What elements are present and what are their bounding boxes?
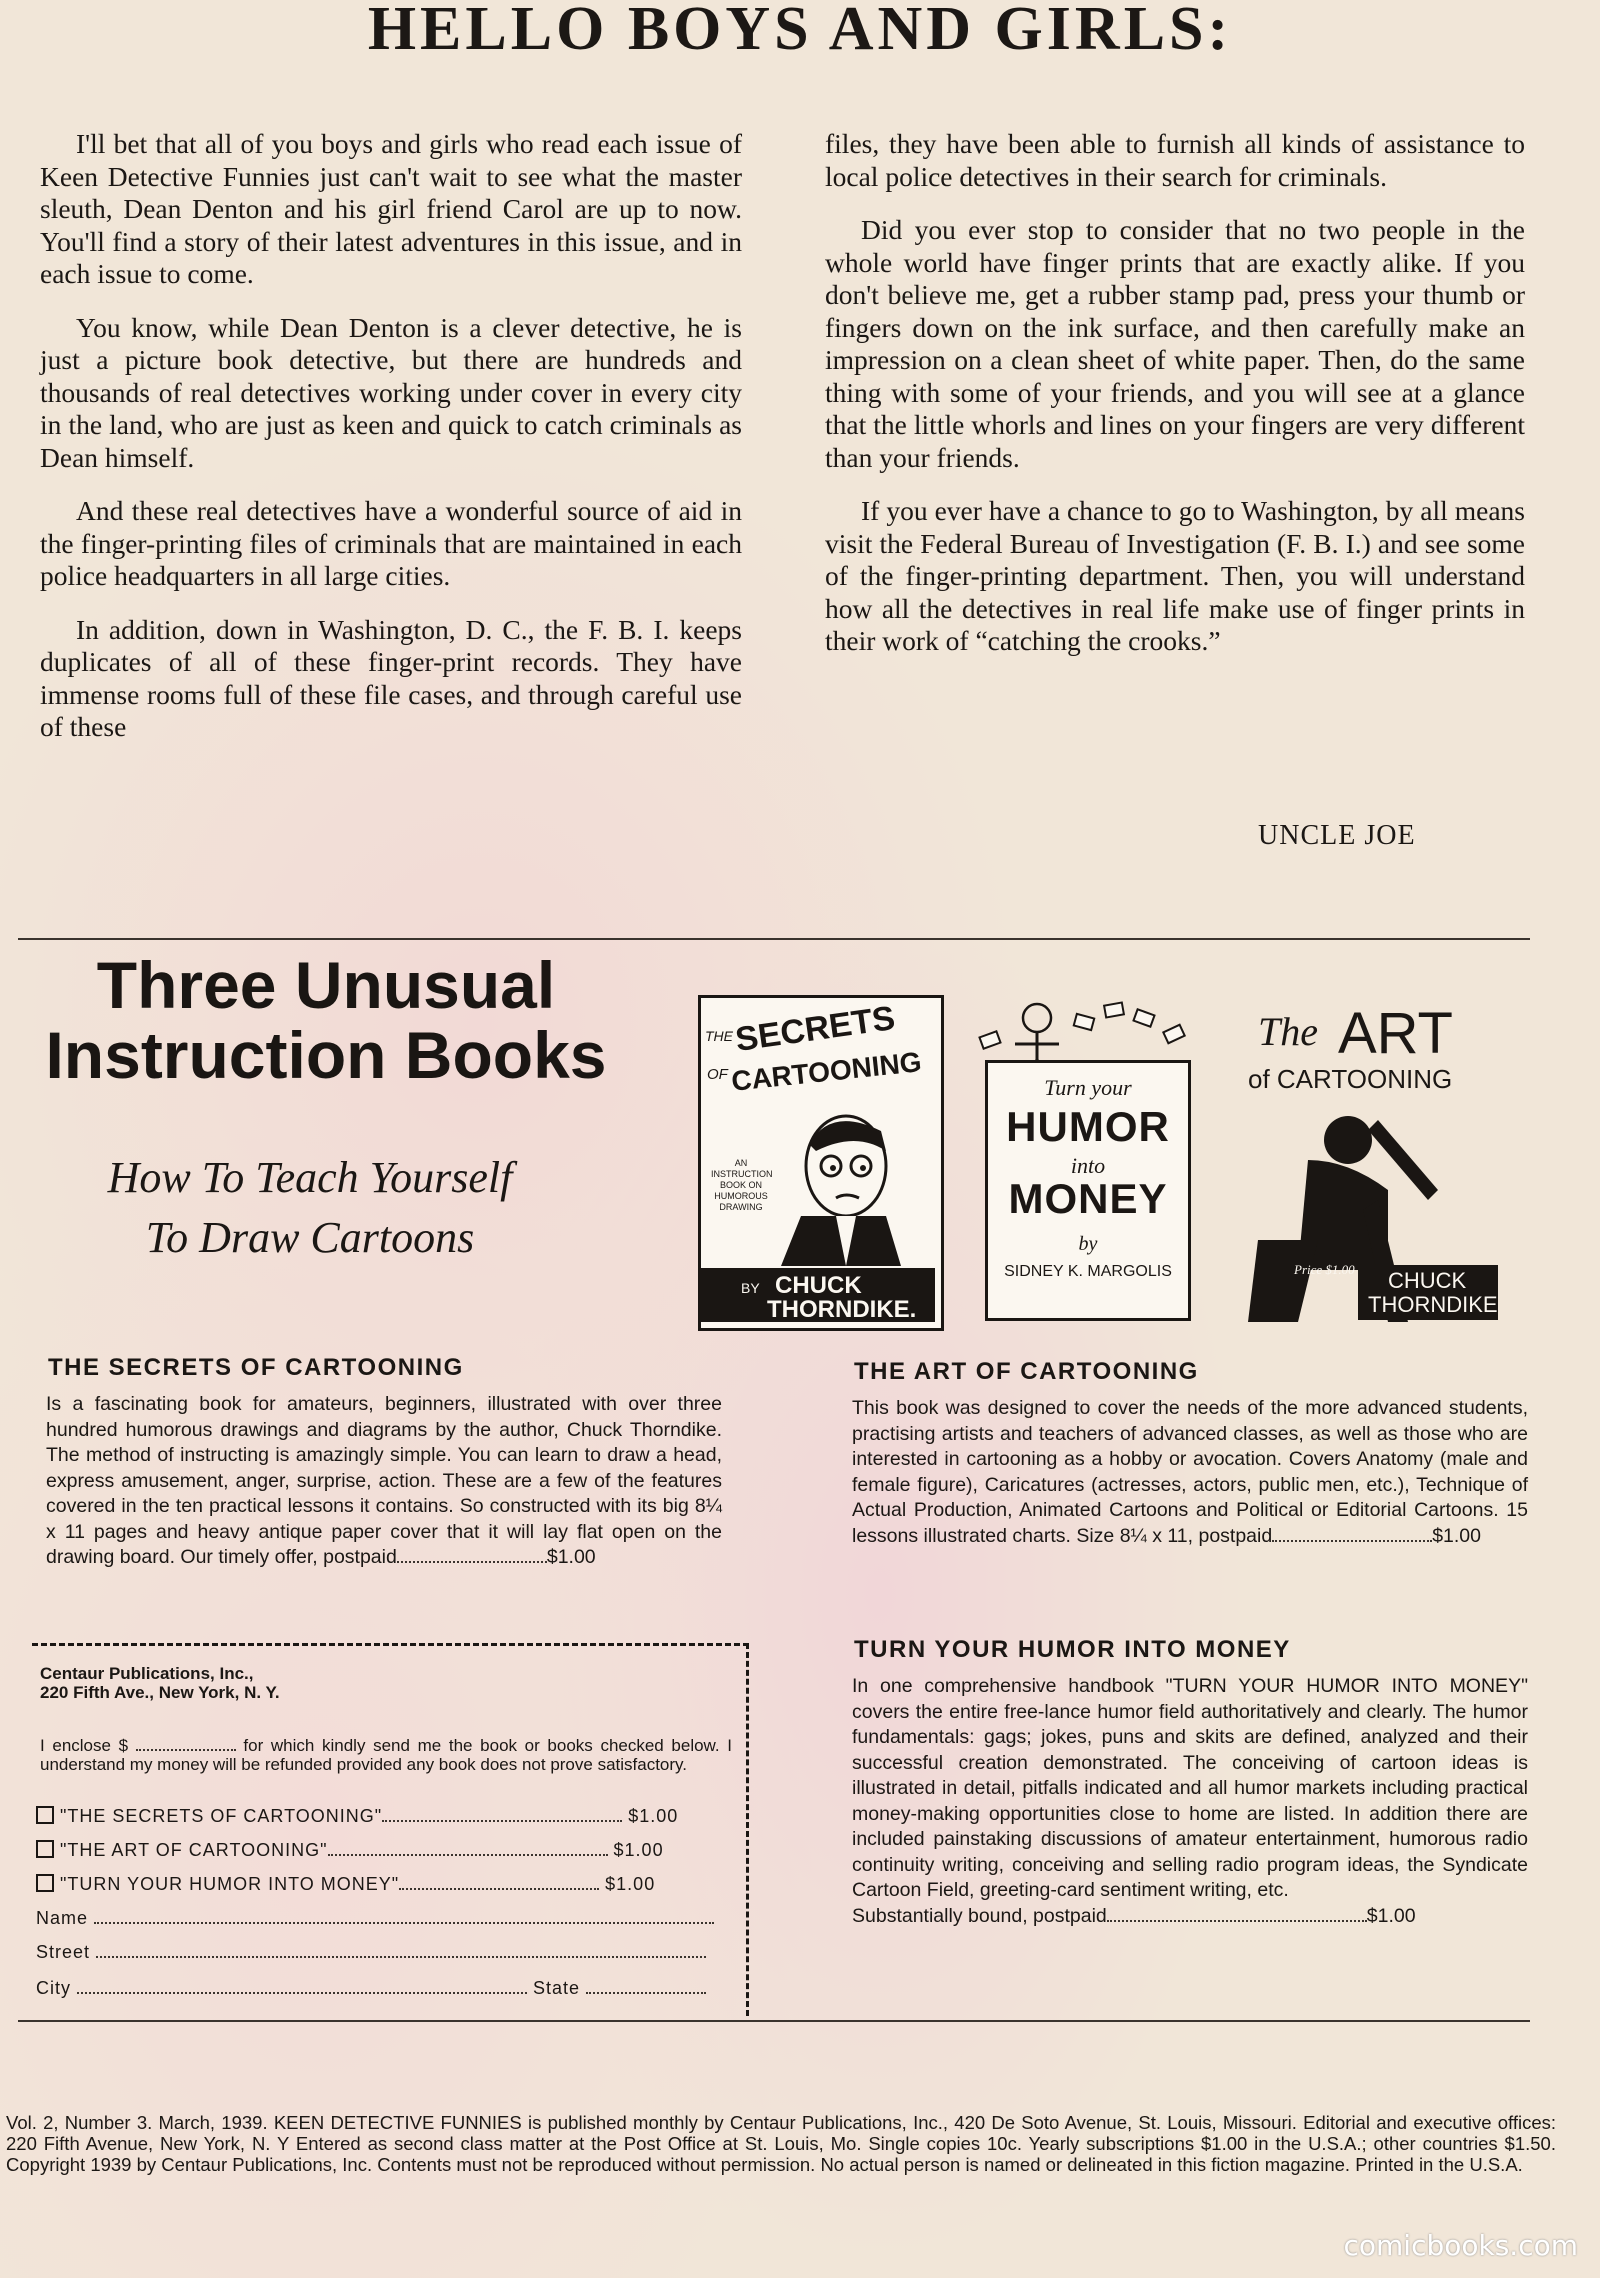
book-cover-title: of CARTOONING: [1248, 1064, 1453, 1094]
coupon-address: 220 Fifth Ave., New York, N. Y.: [40, 1683, 280, 1702]
secrets-heading: THE SECRETS OF CARTOONING: [48, 1354, 464, 1381]
book-cover-price: Price $1.00: [1294, 1262, 1355, 1277]
letter-paragraph: In addition, down in Washington, D. C., the F. B. I. keeps duplicates of all of these finger-print records. They have immense rooms full of these file cases, and through careful use of these: [40, 613, 742, 742]
humor-price: $1.00: [1366, 1904, 1416, 1927]
art-price: $1.00: [1432, 1524, 1482, 1547]
letter-paragraph: And these real detectives have a wonderful source of aid in the finger-printing files of criminals that are maintained in each police headquarters in all large cities.: [40, 495, 742, 591]
book-cover-author: THORNDIKE: [1368, 1292, 1498, 1317]
order-coupon: [32, 1643, 749, 2016]
book-cover-text: Turn your: [1044, 1075, 1132, 1100]
coupon-checkbox-secrets[interactable]: [36, 1806, 54, 1824]
coupon-name-row: [36, 1908, 714, 1929]
coupon-checkbox-humor[interactable]: [36, 1874, 54, 1892]
book-cover-title: ART: [1338, 1001, 1453, 1066]
publication-info: Vol. 2, Number 3. March, 1939. KEEN DETECTIVE FUNNIES is published monthly by Centaur Publications, Inc., 420 De Soto Avenue, St. Louis, Missouri. Editorial and executive offices: 220 Fifth Avenue, New York, N. Y Entered as second class matter at the Post Office at St. Louis, Mo. Single copies 10c. Yearly subscriptions $1.00 in the U.S.A.; other countries $1.50. Copyright 1939 by Centaur Publications, Inc. Contents must not be reproduced without permission. No actual person is named or delineated in this fiction magazine. Printed in the U.S.A.: [6, 2112, 1556, 2175]
book-cover-title: CARTOONING: [729, 1046, 923, 1097]
humor-description: [852, 1674, 1528, 1929]
letter-paragraph: You know, while Dean Denton is a clever detective, he is just a picture book detective, but there are hundreds and thousands of real detectives working under cover in every city in the land, who are just as keen and quick to catch criminals as Dean himself.: [40, 311, 742, 473]
coupon-item-label: "TURN YOUR HUMOR INTO MONEY": [60, 1874, 400, 1894]
book-cover-author: THORNDIKE.: [767, 1296, 917, 1323]
secrets-description: [46, 1392, 722, 1571]
ad-headline-line: Instruction Books: [45, 1018, 607, 1092]
letter-paragraph: Did you ever stop to consider that no two people in the whole world have finger prints that are exactly alike. If you don't believe me, get a rubber stamp pad, press your thumb or fingers down on the ink surface, and then carefully make an impression on a clean sheet of white paper. Then, do the same thing with some of your friends, and you will see at a glance that the little whorls and lines on your fingers are very different than your friends.: [825, 214, 1525, 473]
humor-bound: Substantially bound, postpaid: [852, 1904, 1107, 1927]
coupon-city-field[interactable]: [77, 1992, 527, 1994]
cartoon-character-illustration: [761, 1096, 911, 1266]
humor-body: In one comprehensive handbook "TURN YOUR HUMOR INTO MONEY" covers the entire free-lance humor field authoritatively and clearly. The humor fundamentals: gags; jokes, puns and skits are defined, analyzed and their successful creation demonstrated. The conceiving of cartoon ideas is illustrated in detail, pitfalls indicated and all humor markets including practical money-making opportunities close to home are listed. In addition there are included painstaking discussions of amateur entertainment, humorous radio continuity writing, conceiving and selling radio program ideas, the Syndicate Cartoon Field, greeting-card sentiment writing, etc.: [852, 1675, 1528, 1901]
coupon-item-price: $1.00: [613, 1840, 664, 1860]
coupon-enclose-text: [40, 1736, 732, 1774]
coupon-state-label: State: [533, 1978, 581, 1998]
ad-subheadline-line: How To Teach Yourself: [107, 1153, 513, 1202]
coupon-street-row: [36, 1942, 706, 1963]
footer-divider: [18, 2020, 1530, 2022]
book-cover-blurb: AN INSTRUCTION BOOK ON HUMOROUS DRAWING: [711, 1158, 773, 1212]
book-cover-author: CHUCK: [775, 1272, 862, 1299]
coupon-item-label: "THE SECRETS OF CARTOONING": [60, 1806, 383, 1826]
letter-signature: UNCLE JOE: [1258, 820, 1416, 851]
coupon-enclose-terms: for which kindly send me the book or books checked below. I understand my money will be refunded provided any book does not prove satisfactory.: [40, 1736, 732, 1774]
book-cover-secrets-of-cartooning: [698, 995, 944, 1331]
art-heading: THE ART OF CARTOONING: [854, 1358, 1199, 1385]
book-cover-text: THE: [705, 1028, 733, 1044]
coupon-city-label: City: [36, 1978, 71, 1998]
book-cover-art-of-cartooning: [1238, 1000, 1500, 1322]
coupon-street-label: Street: [36, 1942, 91, 1962]
coupon-checkbox-art[interactable]: [36, 1840, 54, 1858]
coupon-item-secrets: [36, 1806, 678, 1827]
book-cover-title: HUMOR: [1006, 1103, 1170, 1150]
letter-left-column: [40, 128, 742, 765]
coupon-item-label: "THE ART OF CARTOONING": [60, 1840, 328, 1860]
ad-subheadline-line: To Draw Cartoons: [145, 1213, 475, 1262]
book-cover-title: MONEY: [1008, 1175, 1168, 1222]
ad-subheadline: [40, 1148, 580, 1268]
coupon-street-field[interactable]: [96, 1956, 706, 1958]
book-cover-text: OF: [707, 1066, 728, 1083]
coupon-name-label: Name: [36, 1908, 89, 1928]
coupon-name-field[interactable]: [94, 1922, 714, 1924]
coupon-city-row: [36, 1978, 706, 1999]
letter-right-column: [825, 128, 1525, 679]
art-description: [852, 1396, 1528, 1549]
page-title: HELLO BOYS AND GIRLS:: [367, 0, 1233, 63]
watermark: comicbooks.com: [1343, 2229, 1578, 2262]
letter-paragraph: I'll bet that all of you boys and girls who read each issue of Keen Detective Funnies just can't wait to see what the master sleuth, Dean Denton and his girl friend Carol are up to now. You'll find a story of their latest adventures in this issue, and in each issue to come.: [40, 128, 742, 289]
book-cover-text: The: [1258, 1009, 1318, 1054]
section-divider: [18, 938, 1530, 940]
book-cover-turn-your-humor-into-money: [985, 1060, 1191, 1321]
ad-headline: [26, 950, 626, 1090]
art-body: This book was designed to cover the needs of the more advanced students, practising artists and teachers of advanced classes, as well as those who are interested in cartooning as a hobby or avocation. Covers Anatomy (male and female figure), Caricatures (actresses, actors, public men, etc.), Technique of Actual Production, Animated Cartoons and Political or Editorial Cartoons. 15 lessons illustrated charts. Size 8¼ x 11, postpaid: [852, 1397, 1528, 1547]
humor-heading: TURN YOUR HUMOR INTO MONEY: [854, 1636, 1291, 1663]
coupon-item-humor: [36, 1874, 655, 1895]
secrets-price: $1.00: [546, 1546, 596, 1568]
letter-paragraph: If you ever have a chance to go to Washington, by all means visit the Federal Bureau of Investigation (F. B. I.) and see some of the finger-printing department. Then, you will understand how all the detectives in real life make use of finger prints in their work of “catching the crooks.”: [825, 495, 1525, 656]
coupon-state-field[interactable]: [586, 1992, 706, 1994]
coupon-amount-field[interactable]: [136, 1749, 236, 1751]
ad-headline-line: Three Unusual: [96, 948, 556, 1022]
book-cover-text: BY: [741, 1280, 760, 1296]
coupon-item-price: $1.00: [605, 1874, 656, 1894]
coupon-enclose-label: I enclose $: [40, 1736, 129, 1755]
book-cover-text: into: [1070, 1153, 1106, 1178]
coupon-item-price: $1.00: [628, 1806, 679, 1826]
book-cover-title: SECRETS: [733, 999, 898, 1059]
coupon-item-art: [36, 1840, 664, 1861]
book-cover-text: by: [1078, 1233, 1098, 1255]
letter-paragraph: files, they have been able to furnish all kinds of assistance to local police detectives in their search for criminals.: [825, 128, 1525, 192]
book-cover-author: CHUCK: [1388, 1268, 1467, 1293]
coupon-company: Centaur Publications, Inc.,: [40, 1664, 254, 1683]
book-cover-author: SIDNEY K. MARGOLIS: [1004, 1263, 1172, 1280]
secrets-body: Is a fascinating book for amateurs, beginners, illustrated with over three hundred humorous drawings and diagrams by the author, Chuck Thorndike. The method of instructing is amazingly simple. You can learn to draw a head, express amusement, anger, surprise, action. These are a few of the features covered in the ten practical lessons it contains. So constructed with its big 8¼ x 11 pages and heavy antique paper cover that it will lay flat open on the drawing board. Our timely offer, postpaid: [46, 1393, 722, 1568]
